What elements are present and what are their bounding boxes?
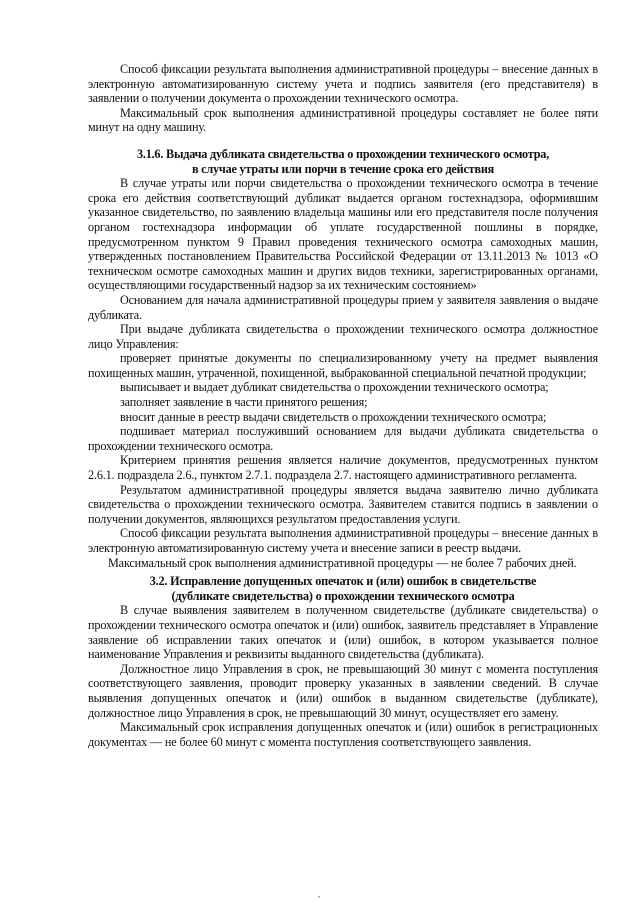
paragraph-correction-request: В случае выявления заявителем в полученном свидетельстве (дубликате свидетельства) о прохождении технического осмотра опечаток и (или) ошибок, заявитель представляет в Управление заявление об исправлении таких опечаток и (или) ошибок, в котором указывается полное наименование Управления и реквизиты выданного свидетельства (дубликата). [88, 603, 598, 662]
section-heading-316 [88, 147, 598, 176]
paragraph-fixation: Способ фиксации результата выполнения административной процедуры – внесение данных в электронную автоматизированную систему учета и внесение записи в реестр выдачи. [88, 526, 598, 555]
paragraph-criterion: Критерием принятия решения является наличие документов, предусмотренных пунктом 2.6.1. подраздела 2.6., пунктом 2.7.1. подраздела 2.7. настоящего административного регламента. [88, 453, 598, 483]
paragraph-fixation-method: Способ фиксации результата выполнения административной процедуры – внесение данных в электронную автоматизированную систему учета и подпись заявителя (его представителя) в заявлении о получении документа о прохождении технического осмотра. [88, 62, 598, 106]
section-heading-316-line2: в случае утраты или порчи в течение срока его действия [191, 161, 495, 176]
paragraph-max-time: Максимальный срок выполнения административной процедуры составляет не более пяти минут на одну машину. [88, 105, 598, 135]
paragraph-duplicate-intro: В случае утраты или порчи свидетельства о прохождении технического осмотра в течение срока его действия соответствующий дубликат выдается органом гостехнадзора, оформившим указанное свидетельство, по заявлению владельца машины или его представителя после получения органом гостехнадзора информации об уплате государственной пошлины в порядке, предусмотренном пунктом 9 Правил проведения технического осмотра самоходных машин, утвержденных постановлением Правительства Российской Федерации от 13.11.2013 № 1013 «О техническом осмотре самоходных машин и других видов техники, зарегистрированных органами, осуществляющими государственный надзор за их техническим состоянием» [88, 176, 598, 293]
paragraph-correction-check: Должностное лицо Управления в срок, не превышающий 30 минут с момента поступления соответствующего заявления, проводит проверку указанных в заявлении сведений. В случае выявления допущенных опечаток и (или) ошибок в выданном свидетельстве (дубликате), должностное лицо Управления в срок, не превышающий 30 минут, осуществляет его замену. [88, 661, 598, 720]
list-item-action: проверяет принятые документы по специализированному учету на предмет выявления похищенных машин, утраченной, похищенной, выбракованной специальной печатной продукции; [88, 351, 598, 380]
paragraph-correction-max-time: Максимальный срок исправления допущенных опечаток и (или) ошибок в регистрационных документах — не более 60 минут с момента поступления соответствующего заявления. [88, 720, 598, 749]
section-heading-32-line2: (дубликате свидетельства) о прохождении технического осмотра [171, 588, 515, 603]
paragraph-official-intro: При выдаче дубликата свидетельства о прохождении технического осмотра должностное лицо Управления: [88, 322, 598, 351]
paragraph-max-time-7-days: Максимальный срок выполнения административной процедуры — не более 7 рабочих дней. [108, 555, 577, 570]
section-heading-32-line1: 3.2. Исправление допущенных опечаток и (или) ошибок в свидетельстве [149, 574, 537, 589]
list-item-action: подшивает материал послуживший основанием для выдачи дубликата свидетельства о прохождении технического осмотра. [88, 424, 598, 453]
list-item-action: вносит данные в реестр выдачи свидетельств о прохождении технического осмотра; [120, 409, 547, 424]
paragraph-result: Результатом административной процедуры является выдача заявителю лично дубликата свидетельства о прохождении технического осмотра. Заявителем ставится подпись в заявлении о получении документов, являющихся результатом предоставления услуги. [88, 482, 598, 526]
list-item-action: выписывает и выдает дубликат свидетельства о прохождении технического осмотра; [120, 380, 549, 395]
list-item-action: заполняет заявление в части принятого решения; [120, 395, 368, 410]
section-heading-316-line1: 3.1.6. Выдача дубликата свидетельства о прохождении технического осмотра, [136, 146, 550, 161]
section-heading-32 [88, 574, 598, 603]
paragraph-basis: Основанием для начала административной процедуры прием у заявителя заявления о выдаче дубликата. [88, 292, 598, 322]
scan-speck [318, 896, 320, 898]
